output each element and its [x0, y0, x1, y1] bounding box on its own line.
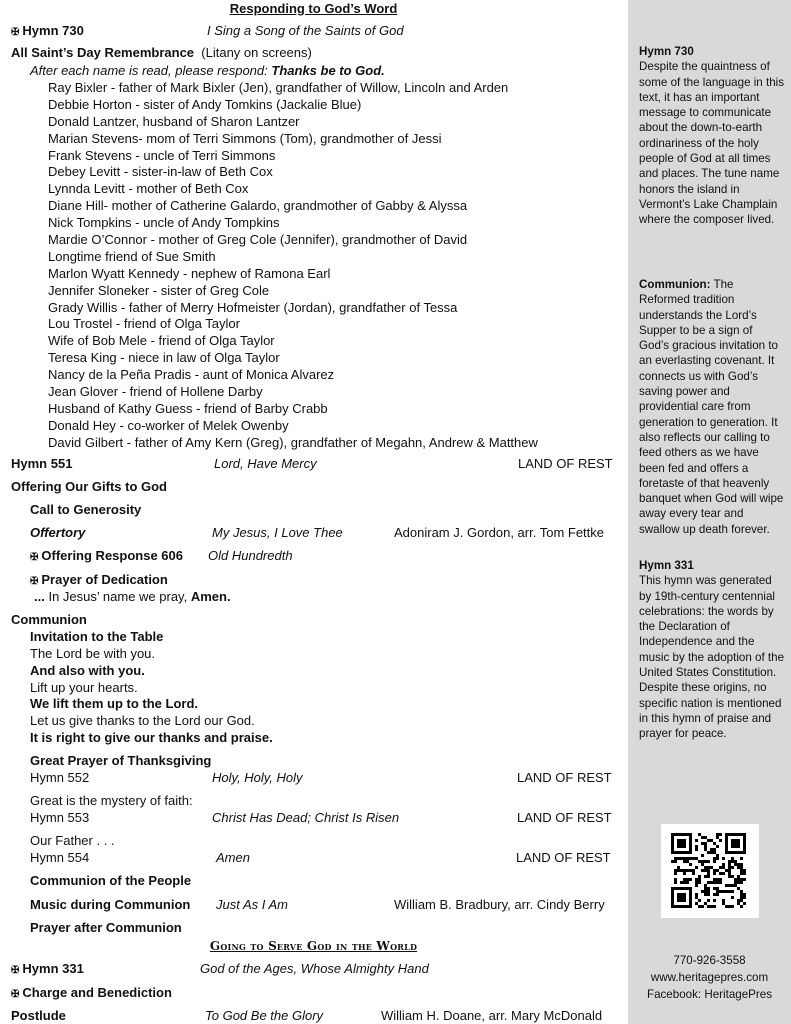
cross-icon: ✠ — [11, 27, 20, 38]
hymn-730-label: ✠ Hymn 730 — [11, 23, 84, 38]
remembrance-name: Mardie O’Connor - mother of Greg Cole (Jennifer), grandmother of David — [48, 232, 468, 248]
hymn-553-label: Hymn 553 — [30, 810, 90, 825]
qr-code-graphic — [661, 824, 759, 918]
music-during-communion-label: Music during Communion — [30, 897, 191, 912]
invitation-to-table: Invitation to the Table — [30, 629, 164, 644]
remembrance-name: Longtime friend of Sue Smith — [48, 248, 216, 264]
section-title-going-to-serve: Going to Serve God in the World — [209, 939, 418, 953]
sidebar-note-title: Hymn 730 — [639, 45, 694, 58]
remembrance-name: Husband of Kathy Guess - friend of Barby Crabb — [48, 400, 328, 416]
remembrance-heading: All Saint’s Day Remembrance (Litany on screens) — [11, 45, 312, 60]
music-during-communion-composer: William B. Bradbury, arr. Cindy Berry — [394, 897, 605, 912]
sidebar-note-communion — [639, 277, 785, 537]
cross-icon: ✠ — [11, 989, 20, 1000]
litany-line: We lift them up to the Lord. — [30, 696, 199, 711]
hymn-552-tune: LAND OF REST — [517, 770, 612, 785]
contact-website[interactable]: www.heritagepres.com — [650, 971, 769, 984]
hymn-730-title: I Sing a Song of the Saints of God — [207, 23, 404, 38]
remembrance-name: Marian Stevens- mom of Terri Simmons (Tom), grandmother of Jessi — [48, 130, 442, 146]
remembrance-name: Wife of Bob Mele - friend of Olga Taylor — [48, 333, 275, 349]
sidebar-note-text: Despite the quaintness of some of the language in this text, it has an important message to communicate about the down-to-earth ordinariness of the holy people of God at all times and places. The tune name honors the island in Vermont’s Lake Champlain where the composer lived. — [639, 60, 785, 227]
hymn-554-title: Amen — [216, 850, 250, 865]
hymn-551-title: Lord, Have Mercy — [214, 456, 317, 471]
litany-line: It is right to give our thanks and praise. — [30, 730, 273, 745]
hymn-551-label: Hymn 551 — [11, 456, 73, 471]
remembrance-name: Ray Bixler - father of Mark Bixler (Jen), grandfather of Willow, Lincoln and Arden — [48, 80, 509, 95]
litany-line: The Lord be with you. — [30, 646, 156, 661]
great-prayer-heading: Great Prayer of Thanksgiving — [30, 753, 212, 768]
offertory-label: Offertory — [30, 525, 86, 540]
remembrance-name: Debbie Horton - sister of Andy Tomkins (Jackalie Blue) — [48, 96, 362, 112]
remembrance-name: Nick Tompkins - uncle of Andy Tompkins — [48, 215, 280, 231]
cross-icon: ✠ — [11, 965, 20, 976]
remembrance-instruction: After each name is read, please respond: Thanks be to God. — [30, 63, 385, 78]
remembrance-name: Debey Levitt - sister-in-law of Beth Cox — [48, 164, 273, 180]
offering-response-title: Old Hundredth — [208, 548, 293, 563]
remembrance-name: Lou Trostel - friend of Olga Taylor — [48, 316, 240, 332]
offering-response-label: ✠ Offering Response 606 — [30, 548, 183, 563]
remembrance-name: Jennifer Sloneker - sister of Greg Cole — [48, 282, 270, 298]
remembrance-names-list — [48, 80, 538, 452]
litany-line: Lift up your hearts. — [30, 680, 138, 695]
postlude-title: To God Be the Glory — [205, 1008, 324, 1023]
remembrance-name: Nancy de la Peña Pradis - aunt of Monica Alvarez — [48, 367, 335, 383]
cross-icon: ✠ — [30, 552, 39, 563]
mystery-of-faith: Great is the mystery of faith: — [30, 793, 193, 808]
remembrance-name: Grady Willis - father of Merry Hofmeister (Jordan), grandfather of Tessa — [48, 299, 458, 315]
litany-line: And also with you. — [30, 663, 145, 678]
contact-phone[interactable]: 770-926-3558 — [673, 954, 746, 967]
postlude-label: Postlude — [11, 1008, 66, 1023]
prayer-after-communion: Prayer after Communion — [30, 920, 182, 935]
offering-heading: Offering Our Gifts to God — [11, 479, 167, 494]
our-father: Our Father . . . — [30, 833, 115, 848]
contact-facebook[interactable]: Facebook: HeritagePres — [646, 988, 773, 1001]
cross-icon: ✠ — [30, 576, 39, 587]
charge-and-benediction: ✠ Charge and Benediction — [11, 985, 172, 1000]
prayer-of-dedication: ✠ Prayer of Dedication — [30, 572, 168, 587]
hymn-554-tune: LAND OF REST — [516, 850, 611, 865]
sidebar-note-hymn-730 — [639, 44, 785, 228]
postlude-composer: William H. Doane, arr. Mary McDonald — [381, 1008, 603, 1023]
music-during-communion-title: Just As I Am — [216, 897, 288, 912]
remembrance-name: Jean Glover - friend of Hollene Darby — [48, 384, 263, 400]
remembrance-name: Teresa King - niece in law of Olga Taylor — [48, 350, 280, 366]
hymn-331-label: ✠ Hymn 331 — [11, 961, 84, 976]
hymn-552-title: Holy, Holy, Holy — [212, 770, 303, 785]
hymn-554-label: Hymn 554 — [30, 850, 90, 865]
section-title-responding: Responding to God’s Word — [229, 1, 398, 16]
sidebar-note-title: Communion: — [639, 278, 711, 291]
hymn-331-title: God of the Ages, Whose Almighty Hand — [200, 961, 429, 976]
sidebar-note-hymn-331 — [639, 558, 785, 742]
offertory-composer: Adoniram J. Gordon, arr. Tom Fettke — [394, 525, 605, 540]
prayer-of-dedication-text: ... In Jesus’ name we pray, Amen. — [34, 589, 231, 604]
remembrance-name: Donald Hey - co-worker of Melek Owenby — [48, 417, 289, 433]
hymn-551-tune: LAND OF REST — [518, 456, 613, 471]
hymn-553-tune: LAND OF REST — [517, 810, 612, 825]
remembrance-name: Frank Stevens - uncle of Terri Simmons — [48, 147, 276, 163]
sidebar-note-title: Hymn 331 — [639, 559, 694, 572]
remembrance-name: David Gilbert - father of Amy Kern (Greg), grandfather of Megahn, Andrew & Matthew — [48, 434, 538, 450]
communion-heading: Communion — [11, 612, 87, 627]
hymn-553-title: Christ Has Dead; Christ Is Risen — [212, 810, 400, 825]
remembrance-name: Diane Hill- mother of Catherine Galardo, grandmother of Gabby & Alyssa — [48, 198, 468, 214]
qr-code-icon[interactable] — [661, 824, 759, 918]
remembrance-name: Lynnda Levitt - mother of Beth Cox — [48, 181, 249, 197]
remembrance-name: Marlon Wyatt Kennedy - nephew of Ramona Earl — [48, 265, 331, 281]
communion-of-people: Communion of the People — [30, 873, 192, 888]
remembrance-name: Donald Lantzer, husband of Sharon Lantzer — [48, 113, 300, 129]
call-to-generosity: Call to Generosity — [30, 502, 142, 517]
litany-line: Let us give thanks to the Lord our God. — [30, 713, 255, 728]
hymn-552-label: Hymn 552 — [30, 770, 90, 785]
offertory-title: My Jesus, I Love Thee — [212, 525, 343, 540]
sidebar-note-text: This hymn was generated by 19th-century centennial celebrations: the words by the Declaration of Independence and the music by the adoption of the United States Constitution. Despite these origins, no specific nation is mentioned in this hymn of praise and prayer for peace. — [639, 574, 785, 741]
sidebar-note-text: The Reformed tradition understands the Lord’s Supper to be a sign of God’s gracious invitation to an everlasting covenant. It connects us with God’s saving power and providential care from generation to generation. It also reflects our calling to feed others as we have been fed and offers a foretaste of that heavenly banquet when God will wipe away every tear and swallow up death forever. — [639, 278, 784, 536]
